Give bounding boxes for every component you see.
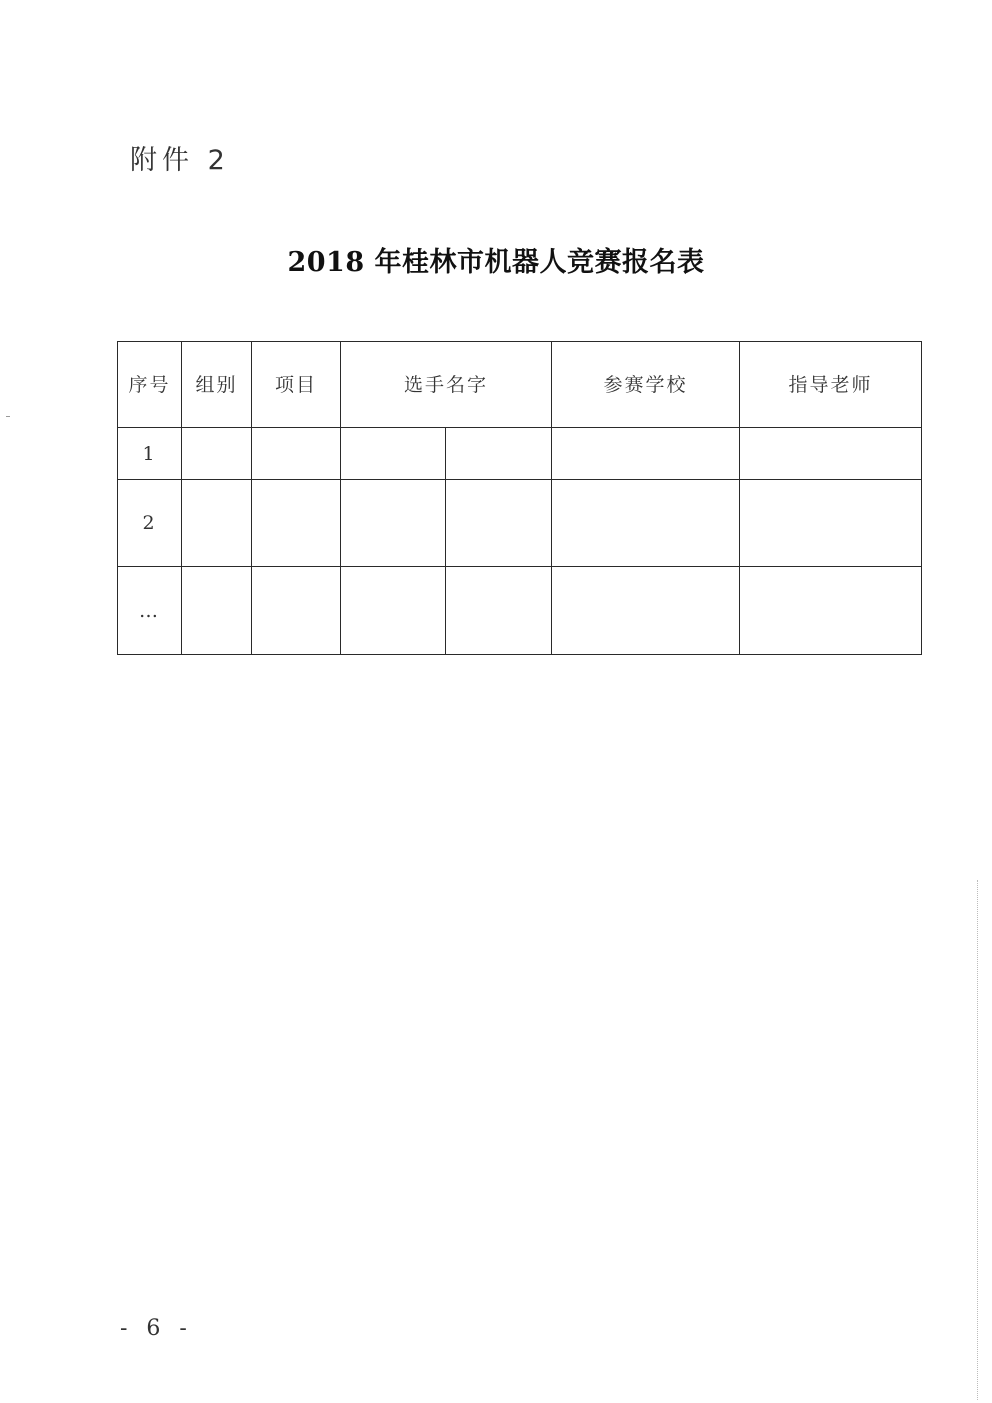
row-seq: 2 <box>118 480 182 567</box>
page-number: - 6 - <box>120 1316 193 1341</box>
header-player-name: 选手名字 <box>341 342 552 428</box>
registration-table <box>117 341 922 655</box>
player-name-cell[interactable] <box>341 480 446 567</box>
table-row <box>118 480 922 567</box>
scan-margin-mark <box>6 416 10 417</box>
player-name-cell[interactable] <box>341 567 446 655</box>
group-cell[interactable] <box>182 480 252 567</box>
player-name-cell[interactable] <box>446 428 552 480</box>
table-row <box>118 428 922 480</box>
school-cell[interactable] <box>552 428 740 480</box>
header-seq: 序号 <box>118 342 182 428</box>
teacher-cell[interactable] <box>740 567 922 655</box>
player-name-cell[interactable] <box>341 428 446 480</box>
teacher-cell[interactable] <box>740 428 922 480</box>
player-name-cell[interactable] <box>446 480 552 567</box>
project-cell[interactable] <box>252 428 341 480</box>
header-group: 组别 <box>182 342 252 428</box>
teacher-cell[interactable] <box>740 480 922 567</box>
row-seq: … <box>118 567 182 655</box>
project-cell[interactable] <box>252 567 341 655</box>
scan-edge-mark <box>976 880 978 1400</box>
document-title: 2018 年桂林市机器人竞赛报名表 <box>287 247 705 278</box>
table-header-row <box>118 342 922 428</box>
group-cell[interactable] <box>182 567 252 655</box>
player-name-cell[interactable] <box>446 567 552 655</box>
project-cell[interactable] <box>252 480 341 567</box>
header-project: 项目 <box>252 342 341 428</box>
attachment-label: 附件 2 <box>130 145 230 176</box>
school-cell[interactable] <box>552 567 740 655</box>
header-school: 参赛学校 <box>552 342 740 428</box>
header-teacher: 指导老师 <box>740 342 922 428</box>
table-row <box>118 567 922 655</box>
row-seq: 1 <box>118 428 182 480</box>
group-cell[interactable] <box>182 428 252 480</box>
school-cell[interactable] <box>552 480 740 567</box>
